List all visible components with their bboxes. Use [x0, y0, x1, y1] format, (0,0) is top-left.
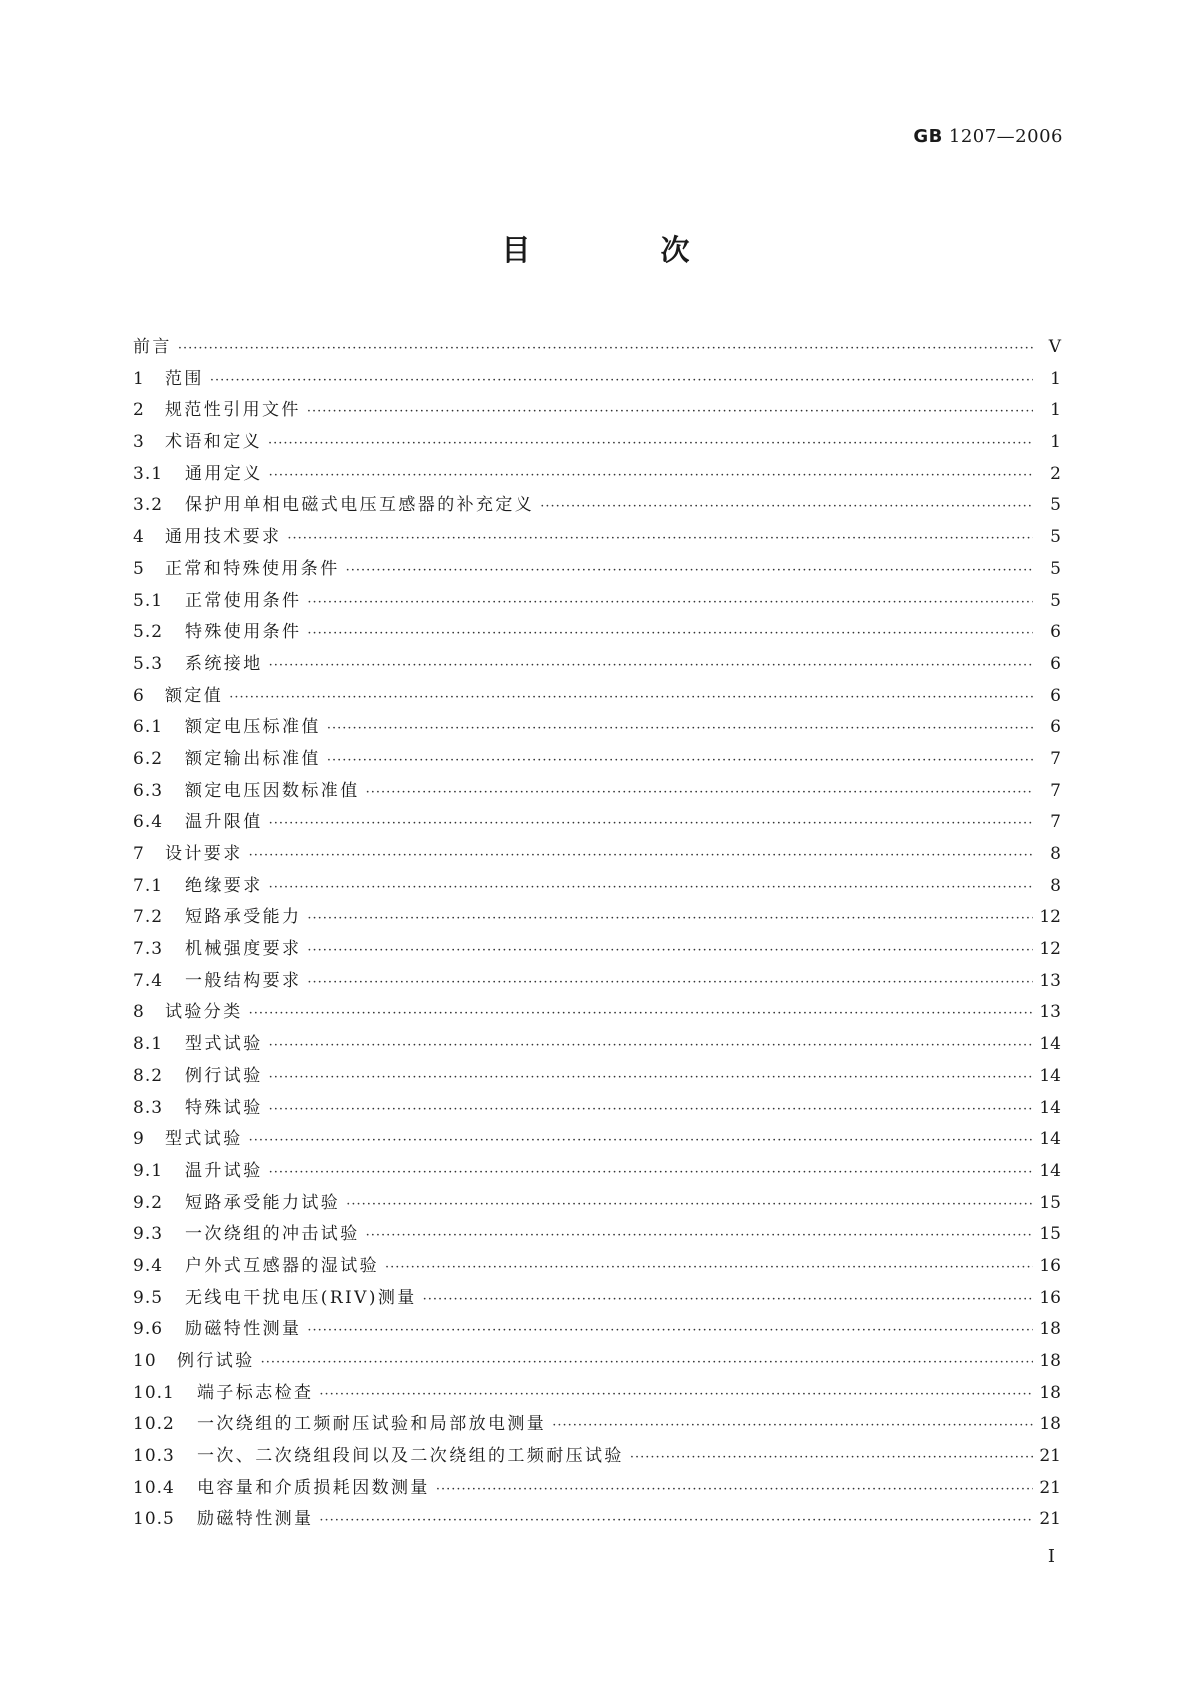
toc-entry[interactable]	[133, 1156, 1061, 1188]
toc-entry-title: 电容量和介质损耗因数测量	[197, 1477, 430, 1498]
toc-entry-page: 14	[1039, 1129, 1061, 1150]
toc-entry[interactable]	[133, 586, 1061, 618]
toc-entry-title: 设计要求	[165, 844, 243, 864]
toc-entry-number: 9	[133, 1129, 145, 1150]
toc-leader-dots	[249, 998, 1033, 1030]
toc-entry-title: 户外式互感器的湿试验	[185, 1255, 379, 1276]
toc-entry-title: 正常使用条件	[185, 590, 302, 611]
toc-entry-number: 8.2	[133, 1065, 164, 1086]
toc-entry[interactable]	[133, 807, 1061, 839]
toc-entry-page: 12	[1039, 939, 1061, 960]
toc-entry[interactable]	[133, 395, 1061, 427]
toc-entry-title: 额定输出标准值	[185, 748, 321, 769]
toc-entry-page: 18	[1039, 1319, 1061, 1340]
toc-entry[interactable]	[133, 997, 1061, 1029]
toc-entry-page: 8	[1050, 844, 1061, 864]
toc-entry-page: 14	[1039, 1065, 1061, 1086]
toc-entry-number: 9.3	[133, 1224, 164, 1245]
toc-entry-number: 3	[133, 432, 145, 453]
toc-entry[interactable]	[133, 712, 1061, 744]
toc-entry-page: 21	[1039, 1446, 1061, 1467]
toc-entry-title: 一次绕组的工频耐压试验和局部放电测量	[197, 1414, 547, 1435]
toc-leader-dots	[319, 1505, 1033, 1537]
toc-leader-dots	[210, 365, 1033, 397]
toc-entry-page: 13	[1039, 1002, 1061, 1023]
toc-entry-number: 7.1	[133, 875, 164, 896]
toc-entry-number: 6.3	[133, 780, 164, 801]
toc-entry-page: 5	[1050, 558, 1061, 579]
toc-leader-dots	[346, 1189, 1033, 1221]
toc-entry-number: 6.1	[133, 717, 164, 738]
toc-entry[interactable]	[133, 1124, 1061, 1156]
toc-entry-page: 21	[1039, 1477, 1061, 1498]
toc-entry-page: 1	[1050, 432, 1061, 453]
toc-entry-title: 型式试验	[165, 1129, 243, 1150]
table-of-contents	[133, 332, 1061, 1536]
toc-entry-number: 8.3	[133, 1097, 164, 1118]
toc-leader-dots	[327, 745, 1033, 777]
toc-entry-number: 9.2	[133, 1192, 164, 1213]
toc-leader-dots	[423, 1284, 1033, 1316]
toc-entry-title: 特殊使用条件	[185, 622, 302, 643]
toc-entry-number: 7.2	[133, 907, 164, 928]
toc-entry-page: 6	[1050, 717, 1061, 738]
toc-entry-page: 14	[1039, 1034, 1061, 1055]
toc-entry-title: 励磁特性测量	[185, 1319, 302, 1340]
toc-entry[interactable]	[133, 1378, 1061, 1410]
toc-entry[interactable]	[133, 1283, 1061, 1315]
toc-entry[interactable]	[133, 902, 1061, 934]
toc-entry-page: 1	[1050, 368, 1061, 389]
toc-entry-title: 例行试验	[185, 1065, 263, 1086]
toc-entry-number: 3.1	[133, 463, 164, 484]
page-number: I	[1047, 1546, 1055, 1567]
toc-entry[interactable]	[133, 1093, 1061, 1125]
toc-entry-number: 7.3	[133, 939, 164, 960]
toc-entry-number: 7	[133, 844, 145, 864]
toc-entry[interactable]	[133, 1061, 1061, 1093]
toc-entry[interactable]	[133, 1251, 1061, 1283]
toc-entry[interactable]	[133, 427, 1061, 459]
toc-entry-number: 3.2	[133, 495, 164, 516]
toc-entry-title: 温升限值	[185, 812, 263, 833]
toc-entry-number: 10.5	[133, 1509, 175, 1530]
toc-entry-page: 16	[1039, 1255, 1061, 1276]
toc-leader-dots	[307, 618, 1033, 650]
toc-entry[interactable]	[133, 934, 1061, 966]
toc-entry[interactable]	[133, 1504, 1061, 1536]
toc-entry-title: 额定电压标准值	[185, 717, 321, 738]
standard-number	[913, 126, 1063, 147]
toc-leader-dots	[346, 555, 1033, 587]
toc-entry-page: 5	[1050, 495, 1061, 516]
toc-entry-page: 16	[1039, 1287, 1061, 1308]
toc-entry-page: 14	[1039, 1097, 1061, 1118]
toc-entry[interactable]	[133, 332, 1061, 364]
standard-code: 1207—2006	[948, 126, 1063, 147]
toc-entry-title: 试验分类	[165, 1002, 243, 1023]
toc-entry-title: 前言	[133, 337, 172, 357]
toc-entry-page: 6	[1050, 653, 1061, 674]
toc-leader-dots	[269, 1094, 1033, 1126]
toc-entry-title: 无线电干扰电压(RIV)测量	[185, 1287, 417, 1308]
toc-entry-page: 1	[1050, 400, 1061, 421]
toc-entry-title: 系统接地	[185, 653, 263, 674]
toc-entry-page: V	[1048, 337, 1061, 357]
toc-entry[interactable]	[133, 364, 1061, 396]
toc-entry-title: 特殊试验	[185, 1097, 263, 1118]
toc-entry[interactable]	[133, 1441, 1061, 1473]
toc-entry-page: 18	[1039, 1414, 1061, 1435]
toc-entry-number: 6.4	[133, 812, 164, 833]
toc-leader-dots	[229, 682, 1033, 714]
toc-entry-title: 范围	[165, 368, 204, 389]
toc-entry-number: 8.1	[133, 1034, 164, 1055]
toc-entry-title: 励磁特性测量	[197, 1509, 314, 1530]
toc-title: 目 次	[501, 233, 750, 267]
toc-entry-title: 规范性引用文件	[165, 400, 301, 421]
toc-entry-page: 2	[1050, 463, 1061, 484]
toc-leader-dots	[269, 650, 1033, 682]
toc-leader-dots	[540, 491, 1033, 523]
toc-entry-number: 9.5	[133, 1287, 164, 1308]
toc-entry[interactable]	[133, 490, 1061, 522]
toc-leader-dots	[319, 1379, 1033, 1411]
toc-entry-page: 13	[1039, 970, 1061, 991]
toc-entry-title: 一般结构要求	[185, 970, 302, 991]
toc-leader-dots	[269, 460, 1033, 492]
toc-entry[interactable]	[133, 744, 1061, 776]
toc-entry-number: 10.3	[133, 1446, 175, 1467]
toc-entry-page: 7	[1050, 780, 1061, 801]
toc-leader-dots	[436, 1474, 1033, 1506]
toc-entry[interactable]	[133, 1219, 1061, 1251]
toc-entry-page: 18	[1039, 1351, 1061, 1371]
toc-leader-dots	[307, 1315, 1033, 1347]
toc-entry-title: 型式试验	[185, 1034, 263, 1055]
toc-leader-dots	[366, 777, 1033, 809]
toc-entry-number: 4	[133, 527, 145, 548]
toc-leader-dots	[269, 872, 1033, 904]
toc-entry[interactable]	[133, 522, 1061, 554]
toc-entry-page: 8	[1050, 875, 1061, 896]
toc-entry-number: 7.4	[133, 970, 164, 991]
toc-entry-title: 术语和定义	[165, 432, 262, 453]
toc-leader-dots	[269, 1157, 1033, 1189]
toc-entry[interactable]	[133, 1029, 1061, 1061]
toc-leader-dots	[552, 1410, 1033, 1442]
toc-leader-dots	[327, 713, 1033, 745]
toc-entry-title: 额定电压因数标准值	[185, 780, 360, 801]
toc-entry-page: 15	[1039, 1224, 1061, 1245]
toc-entry-page: 5	[1050, 590, 1061, 611]
toc-leader-dots	[269, 1062, 1033, 1094]
toc-entry-title: 正常和特殊使用条件	[165, 558, 340, 579]
toc-leader-dots	[269, 808, 1033, 840]
toc-entry-number: 9.4	[133, 1255, 164, 1276]
toc-entry-page: 12	[1039, 907, 1061, 928]
toc-leader-dots	[307, 587, 1033, 619]
toc-leader-dots	[178, 333, 1033, 365]
toc-entry[interactable]	[133, 1188, 1061, 1220]
toc-entry-number: 8	[133, 1002, 145, 1023]
toc-entry-number: 10.1	[133, 1382, 175, 1403]
toc-entry-title: 例行试验	[177, 1351, 255, 1371]
toc-entry-number: 10	[133, 1351, 157, 1371]
toc-entry-number: 6	[133, 685, 145, 706]
toc-entry[interactable]	[133, 1473, 1061, 1505]
toc-entry-page: 5	[1050, 527, 1061, 548]
toc-entry[interactable]	[133, 871, 1061, 903]
toc-entry-page: 6	[1050, 622, 1061, 643]
toc-entry-title: 通用定义	[185, 463, 263, 484]
toc-leader-dots	[366, 1220, 1033, 1252]
toc-leader-dots	[307, 967, 1033, 999]
toc-entry-page: 7	[1050, 748, 1061, 769]
toc-leader-dots	[287, 523, 1033, 555]
toc-leader-dots	[249, 1125, 1033, 1157]
toc-entry-number: 5.2	[133, 622, 164, 643]
toc-entry-number: 9.1	[133, 1160, 164, 1181]
toc-entry[interactable]	[133, 459, 1061, 491]
toc-entry[interactable]	[133, 554, 1061, 586]
toc-entry-number: 6.2	[133, 748, 164, 769]
toc-entry[interactable]	[133, 617, 1061, 649]
toc-entry[interactable]	[133, 966, 1061, 998]
toc-entry[interactable]	[133, 839, 1061, 871]
toc-entry-number: 5.3	[133, 653, 164, 674]
toc-entry[interactable]	[133, 681, 1061, 713]
toc-entry-number: 5	[133, 558, 145, 579]
toc-leader-dots	[630, 1442, 1033, 1474]
toc-entry-title: 额定值	[165, 685, 224, 706]
toc-entry-page: 6	[1050, 685, 1061, 706]
toc-entry-title: 温升试验	[185, 1160, 263, 1181]
toc-leader-dots	[261, 1347, 1033, 1379]
toc-leader-dots	[268, 428, 1033, 460]
toc-entry-number: 10.2	[133, 1414, 175, 1435]
toc-entry-number: 9.6	[133, 1319, 164, 1340]
toc-leader-dots	[307, 396, 1033, 428]
toc-entry[interactable]	[133, 1346, 1061, 1378]
toc-entry-title: 通用技术要求	[165, 527, 282, 548]
toc-leader-dots	[269, 1030, 1033, 1062]
toc-entry-title: 一次、二次绕组段间以及二次绕组的工频耐压试验	[197, 1446, 624, 1467]
toc-entry-number: 2	[133, 400, 145, 421]
toc-entry-title: 保护用单相电磁式电压互感器的补充定义	[185, 495, 535, 516]
toc-entry-title: 端子标志检查	[197, 1382, 314, 1403]
toc-entry-page: 15	[1039, 1192, 1061, 1213]
toc-entry-number: 1	[133, 368, 145, 389]
toc-entry-title: 一次绕组的冲击试验	[185, 1224, 360, 1245]
toc-entry-title: 短路承受能力	[185, 907, 302, 928]
toc-leader-dots	[249, 840, 1033, 872]
toc-entry-title: 机械强度要求	[185, 939, 302, 960]
toc-entry-page: 14	[1039, 1160, 1061, 1181]
toc-entry-title: 绝缘要求	[185, 875, 263, 896]
toc-leader-dots	[307, 935, 1033, 967]
toc-entry-page: 18	[1039, 1382, 1061, 1403]
toc-entry-page: 21	[1039, 1509, 1061, 1530]
toc-entry[interactable]	[133, 1409, 1061, 1441]
standard-prefix: GB	[913, 126, 943, 147]
toc-entry[interactable]	[133, 649, 1061, 681]
toc-entry-number: 5.1	[133, 590, 164, 611]
toc-entry-title: 短路承受能力试验	[185, 1192, 341, 1213]
toc-entry[interactable]	[133, 1314, 1061, 1346]
toc-entry-page: 7	[1050, 812, 1061, 833]
toc-leader-dots	[307, 903, 1033, 935]
toc-entry-number: 10.4	[133, 1477, 175, 1498]
toc-leader-dots	[385, 1252, 1033, 1284]
toc-entry[interactable]	[133, 776, 1061, 808]
